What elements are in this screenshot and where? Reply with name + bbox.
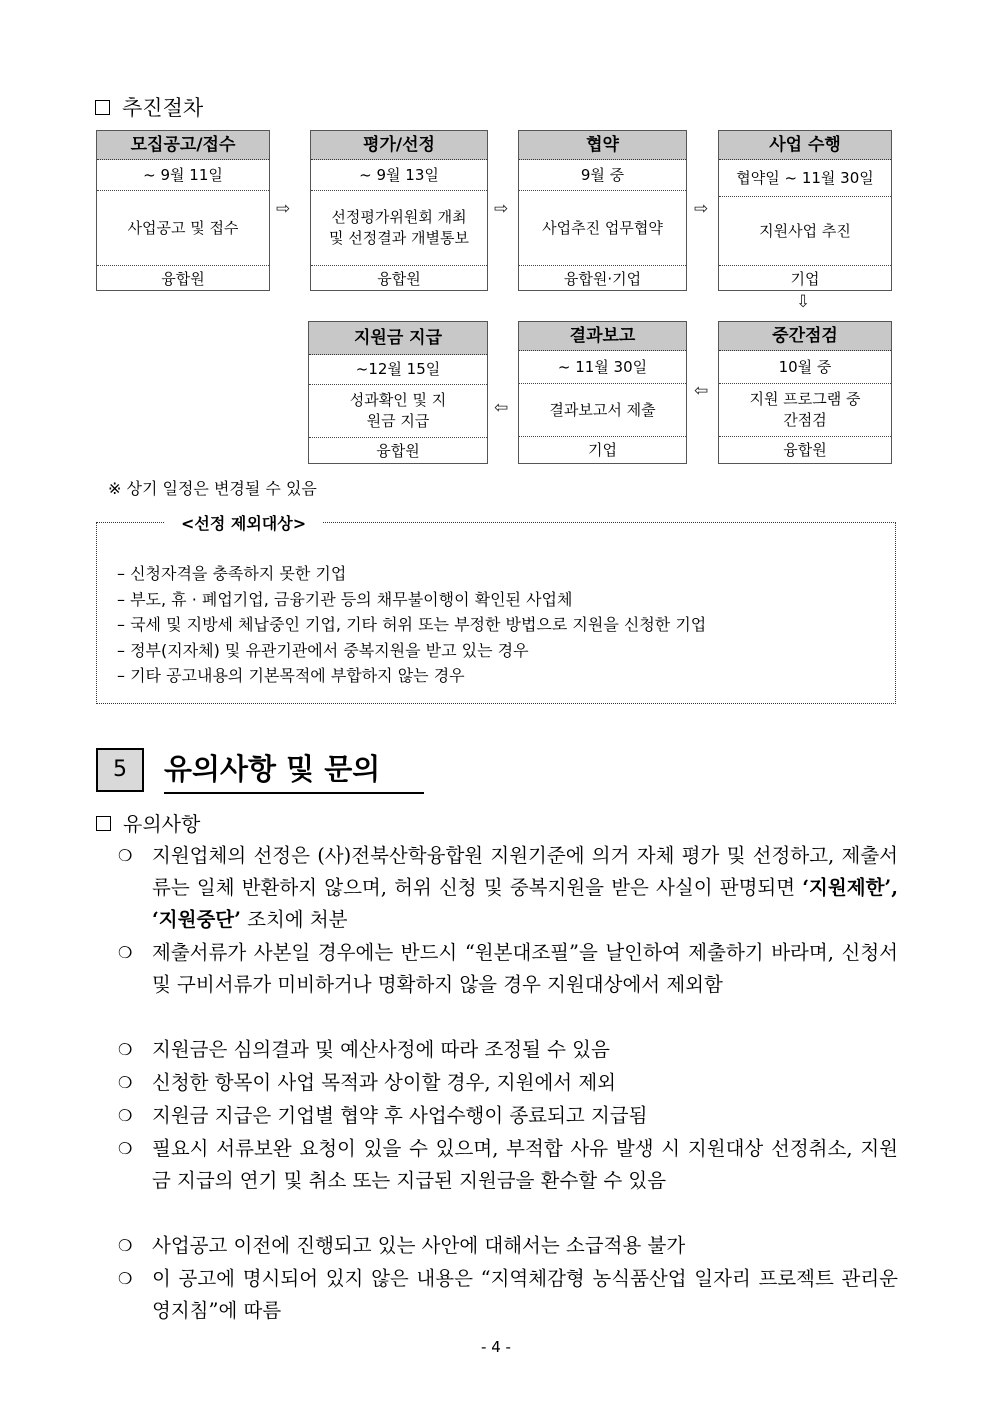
circle-bullet-icon: ❍ (118, 1106, 133, 1125)
list-item: ❍ 제출서류가 사본일 경우에는 반드시 “원본대조필”을 날인하여 제출하기 바라며, 신청서 및 구비서류가 미비하거나 명확하지 않을 경우 지원대상에서 제외함 (118, 937, 898, 1001)
procedure-heading: 추진절차 (95, 92, 203, 122)
list-item: ❍ 지원금은 심의결과 및 예산사정에 따라 조정될 수 있음 (118, 1034, 898, 1066)
page-number: - 4 - (481, 1338, 511, 1356)
list-item: – 국세 및 지방세 체납중인 기업, 기타 허위 또는 부정한 방법으로 지원을 신청한 기업 (117, 615, 707, 634)
list-item: ❍ 지원금 지급은 기업별 협약 후 사업수행이 종료되고 지급됨 (118, 1100, 898, 1132)
step-title: 모집공고/접수 (97, 131, 269, 160)
section-number: 5 (96, 748, 144, 792)
step-date: 협약일 ~ 11월 30일 (719, 160, 891, 197)
circle-bullet-icon: ❍ (118, 943, 133, 962)
step-evaluation (310, 130, 488, 291)
schedule-note: ※ 상기 일정은 변경될 수 있음 (108, 479, 317, 498)
list-item: ❍ 사업공고 이전에 진행되고 있는 사안에 대해서는 소급적용 불가 (118, 1230, 898, 1262)
step-title: 결과보고 (519, 322, 686, 351)
list-item: – 부도, 휴 · 폐업기업, 금융기관 등의 채무불이행이 확인된 사업체 (117, 589, 573, 609)
step-org: 기업 (588, 441, 617, 459)
section-title: 유의사항 및 문의 (164, 748, 424, 794)
step-desc: 지원사업 추진 (719, 197, 891, 266)
step-date: ~ 9월 11일 (97, 160, 269, 191)
step-midcheck (718, 321, 892, 464)
list-item: ❍ 신청한 항목이 사업 목적과 상이할 경우, 지원에서 제외 (118, 1067, 898, 1099)
circle-bullet-icon: ❍ (118, 1073, 133, 1092)
step-org: 융합원 (783, 441, 827, 459)
step-org: 융합원 (161, 270, 205, 288)
circle-bullet-icon: ❍ (118, 1269, 133, 1288)
step-recruit (96, 130, 270, 291)
exclusion-box (96, 514, 896, 704)
circle-bullet-icon: ❍ (118, 846, 133, 865)
list-item: ❍ 필요시 서류보완 요청이 있을 수 있으며, 부적합 사유 발생 시 지원대상 선정취소, 지원금 지급의 연기 및 취소 또는 지급된 지원금을 환수할 수 있음 (118, 1133, 898, 1197)
step-title: 평가/선정 (311, 131, 487, 160)
circle-bullet-icon: ❍ (118, 1236, 133, 1255)
list-item: – 기타 공고내용의 기본목적에 부합하지 않는 경우 (117, 666, 465, 685)
step-title: 협약 (519, 131, 686, 160)
step-org: 융합원 (376, 442, 420, 460)
step-execution (718, 130, 892, 291)
step-desc: 지원 프로그램 중간점검 (719, 384, 891, 437)
arrow-left-icon: ⇦ (494, 398, 509, 418)
step-title: 중간점검 (719, 322, 891, 351)
list-item: ❍ 이 공고에 명시되어 있지 않은 내용은 “지역체감형 농식품산업 일자리 프로젝트 관리운영지침”에 따름 (118, 1263, 898, 1327)
arrow-right-icon: ⇨ (276, 199, 291, 219)
step-title: 사업 수행 (719, 131, 891, 160)
step-date: 9월 중 (519, 160, 686, 191)
step-date: 10월 중 (719, 351, 891, 384)
list-item: ❍ 지원업체의 선정은 (사)전북산학융합원 지원기준에 의거 자체 평가 및 선정하고, 제출서류는 일체 반환하지 않으며, 허위 신청 및 중복지원을 받은 사실이 판명되면 ‘지원제한’, ‘지원중단’ 조치에 처분 (118, 840, 898, 936)
arrow-right-icon: ⇨ (494, 199, 509, 219)
list-item: – 정부(지자체) 및 유관기관에서 중복지원을 받고 있는 경우 (117, 640, 529, 660)
exclusion-list (117, 561, 706, 689)
step-desc: 선정평가위원회 개최 및 선정결과 개별통보 (311, 191, 487, 266)
step-agreement (518, 130, 687, 291)
circle-bullet-icon: ❍ (118, 1040, 133, 1059)
step-result-report (518, 321, 687, 464)
step-date: ~ 9월 13일 (311, 160, 487, 191)
exclusion-title: <선정 제외대상> (165, 511, 322, 534)
step-desc: 결과보고서 제출 (519, 384, 686, 437)
step-desc: 성과확인 및 지원금 지급 (309, 385, 487, 438)
step-date: ~12월 15일 (309, 355, 487, 385)
arrow-left-icon: ⇦ (694, 381, 709, 401)
list-item: – 신청자격을 충족하지 못한 기업 (117, 564, 347, 583)
step-desc: 사업추진 업무협약 (519, 191, 686, 266)
arrow-right-icon: ⇨ (694, 199, 709, 219)
circle-bullet-icon: ❍ (118, 1139, 133, 1158)
step-desc: 사업공고 및 접수 (97, 191, 269, 266)
checkbox-square-icon (95, 100, 110, 115)
step-org: 융합원·기업 (563, 270, 642, 288)
step-title: 지원금 지급 (309, 322, 487, 355)
step-date: ~ 11월 30일 (519, 351, 686, 384)
step-org: 융합원 (377, 270, 421, 288)
subsection-heading: 유의사항 (96, 808, 200, 837)
step-payment (308, 321, 488, 464)
step-org: 기업 (790, 270, 820, 288)
arrow-down-icon: ⇩ (796, 292, 811, 312)
checkbox-square-icon (96, 816, 111, 831)
